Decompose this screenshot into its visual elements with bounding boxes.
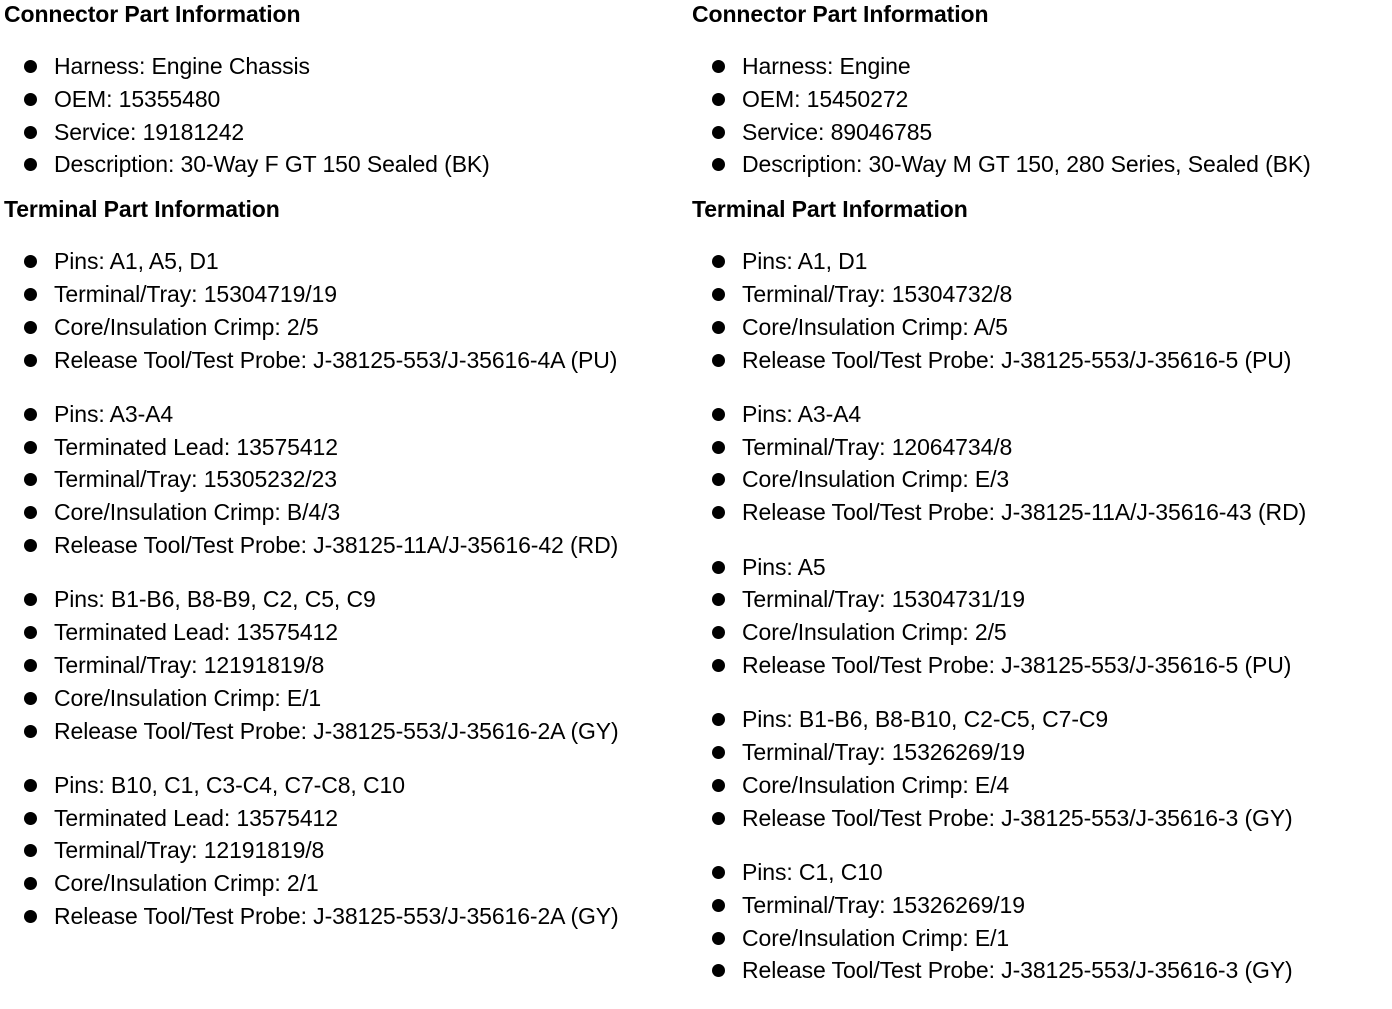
list-item bbox=[692, 463, 1382, 496]
list-item-text: Core/Insulation Crimp: A/5 bbox=[742, 313, 1008, 340]
list-item-text: Core/Insulation Crimp: B/4/3 bbox=[54, 499, 341, 526]
list-item-text: Release Tool/Test Probe: J-38125-11A/J-35616-43 (RD) bbox=[742, 499, 1307, 526]
list-item-text: Core/Insulation Crimp: E/3 bbox=[742, 466, 1010, 493]
bullet-icon bbox=[712, 441, 725, 454]
connector-info-list bbox=[692, 50, 1382, 181]
bullet-icon bbox=[24, 877, 37, 890]
bullet-icon bbox=[712, 779, 725, 792]
list-item-text: OEM: 15450272 bbox=[742, 85, 909, 112]
terminal-group bbox=[692, 551, 1382, 682]
list-item bbox=[4, 529, 694, 562]
list-item-text: Release Tool/Test Probe: J-38125-553/J-35616-5 (PU) bbox=[742, 346, 1292, 373]
list-item-text: Terminal/Tray: 15304732/8 bbox=[742, 280, 1013, 307]
list-item bbox=[4, 682, 694, 715]
bullet-icon bbox=[24, 158, 37, 171]
list-item-text: Terminal/Tray: 15326269/19 bbox=[742, 739, 1025, 766]
bullet-icon bbox=[24, 441, 37, 454]
bullet-icon bbox=[24, 126, 37, 139]
list-item-text: Terminal/Tray: 12191819/8 bbox=[54, 651, 325, 678]
list-item-text: Harness: Engine bbox=[742, 53, 911, 79]
terminal-groups bbox=[4, 245, 694, 933]
list-item bbox=[692, 311, 1382, 344]
list-item-text: Terminated Lead: 13575412 bbox=[54, 804, 338, 831]
list-item-text: Terminal/Tray: 15304731/19 bbox=[742, 586, 1025, 613]
list-item-text: Core/Insulation Crimp: 2/5 bbox=[742, 619, 1007, 646]
terminal-group bbox=[692, 856, 1382, 987]
list-item bbox=[692, 116, 1382, 149]
list-item bbox=[4, 769, 694, 802]
list-item bbox=[4, 245, 694, 278]
bullet-icon bbox=[24, 626, 37, 639]
list-item-text: Terminal/Tray: 15326269/19 bbox=[742, 891, 1025, 918]
list-item bbox=[4, 583, 694, 616]
list-item-text: Pins: C1, C10 bbox=[742, 858, 883, 885]
list-item bbox=[4, 148, 694, 181]
list-item-text: Pins: A3-A4 bbox=[742, 400, 862, 427]
terminal-groups bbox=[692, 245, 1382, 987]
list-item-text: Core/Insulation Crimp: E/1 bbox=[742, 924, 1010, 951]
bullet-icon bbox=[712, 812, 725, 825]
list-item bbox=[692, 769, 1382, 802]
bullet-icon bbox=[24, 255, 37, 268]
list-item bbox=[692, 703, 1382, 736]
connector-heading: Connector Part Information bbox=[4, 1, 301, 27]
bullet-icon bbox=[24, 593, 37, 606]
list-item-text: Core/Insulation Crimp: E/4 bbox=[742, 771, 1010, 798]
list-item bbox=[4, 867, 694, 900]
list-item bbox=[4, 715, 694, 748]
list-item bbox=[4, 398, 694, 431]
bullet-icon bbox=[24, 659, 37, 672]
list-item bbox=[692, 736, 1382, 769]
terminal-heading: Terminal Part Information bbox=[692, 196, 968, 223]
list-item bbox=[4, 431, 694, 464]
list-item-text: Terminal/Tray: 12064734/8 bbox=[742, 433, 1013, 460]
bullet-icon bbox=[712, 899, 725, 912]
list-item bbox=[692, 856, 1382, 889]
bullet-icon bbox=[24, 408, 37, 421]
list-item bbox=[4, 649, 694, 682]
bullet-icon bbox=[712, 473, 725, 486]
list-item bbox=[692, 954, 1382, 987]
bullet-icon bbox=[712, 408, 725, 421]
bullet-icon bbox=[712, 713, 725, 726]
list-item-text: Pins: A5 bbox=[742, 553, 826, 580]
list-item-text: Release Tool/Test Probe: J-38125-553/J-35616-5 (PU) bbox=[742, 651, 1292, 678]
list-item bbox=[692, 50, 1382, 83]
list-item bbox=[692, 889, 1382, 922]
bullet-icon bbox=[712, 255, 725, 268]
bullet-icon bbox=[712, 321, 725, 334]
list-item-text: Pins: B1-B6, B8-B9, C2, C5, C9 bbox=[54, 586, 376, 613]
list-item-text: Core/Insulation Crimp: 2/5 bbox=[54, 313, 319, 340]
list-item bbox=[4, 83, 694, 116]
list-item bbox=[692, 802, 1382, 835]
bullet-icon bbox=[24, 506, 37, 519]
bullet-icon bbox=[712, 354, 725, 367]
list-item-text: Terminal/Tray: 15305232/23 bbox=[54, 466, 337, 493]
list-item bbox=[4, 463, 694, 496]
bullet-icon bbox=[712, 288, 725, 301]
list-item-text: Terminated Lead: 13575412 bbox=[54, 619, 338, 646]
terminal-group bbox=[4, 583, 694, 747]
list-item bbox=[4, 344, 694, 377]
list-item-text: Release Tool/Test Probe: J-38125-553/J-35616-3 (GY) bbox=[742, 957, 1293, 984]
list-item-text: Release Tool/Test Probe: J-38125-553/J-35616-3 (GY) bbox=[742, 804, 1293, 831]
list-item bbox=[4, 616, 694, 649]
terminal-group bbox=[4, 398, 694, 562]
list-item-text: Terminated Lead: 13575412 bbox=[54, 433, 338, 460]
list-item bbox=[692, 148, 1382, 181]
bullet-icon bbox=[24, 779, 37, 792]
bullet-icon bbox=[24, 288, 37, 301]
bullet-icon bbox=[712, 158, 725, 171]
list-item bbox=[692, 922, 1382, 955]
terminal-heading: Terminal Part Information bbox=[4, 196, 280, 223]
bullet-icon bbox=[24, 844, 37, 857]
bullet-icon bbox=[24, 473, 37, 486]
bullet-icon bbox=[24, 93, 37, 106]
bullet-icon bbox=[712, 659, 725, 672]
bullet-icon bbox=[24, 354, 37, 367]
list-item bbox=[692, 245, 1382, 278]
list-item-text: Pins: B10, C1, C3-C4, C7-C8, C10 bbox=[54, 771, 405, 798]
list-item-text: Description: 30-Way F GT 150 Sealed (BK) bbox=[54, 151, 490, 178]
left-column bbox=[4, 0, 694, 954]
list-item-text: Pins: A1, A5, D1 bbox=[54, 248, 219, 275]
bullet-icon bbox=[712, 93, 725, 106]
bullet-icon bbox=[712, 964, 725, 977]
list-item-text: Harness: Engine Chassis bbox=[54, 53, 310, 79]
list-item-text: Release Tool/Test Probe: J-38125-11A/J-35616-42 (RD) bbox=[54, 532, 619, 559]
bullet-icon bbox=[712, 506, 725, 519]
list-item bbox=[692, 649, 1382, 682]
bullet-icon bbox=[24, 692, 37, 705]
list-item bbox=[4, 311, 694, 344]
bullet-icon bbox=[712, 126, 725, 139]
list-item bbox=[692, 398, 1382, 431]
list-item-text: Pins: B1-B6, B8-B10, C2-C5, C7-C9 bbox=[742, 706, 1109, 733]
list-item bbox=[692, 616, 1382, 649]
list-item-text: Pins: A3-A4 bbox=[54, 400, 174, 427]
list-item bbox=[692, 431, 1382, 464]
list-item bbox=[692, 551, 1382, 584]
list-item bbox=[692, 496, 1382, 529]
list-item bbox=[692, 583, 1382, 616]
list-item bbox=[4, 900, 694, 933]
connector-info-list bbox=[4, 50, 694, 181]
bullet-icon bbox=[712, 593, 725, 606]
terminal-group bbox=[692, 398, 1382, 529]
list-item-text: Release Tool/Test Probe: J-38125-553/J-35616-2A (GY) bbox=[54, 903, 619, 930]
list-item bbox=[4, 116, 694, 149]
bullet-icon bbox=[24, 725, 37, 738]
list-item-text: Terminal/Tray: 12191819/8 bbox=[54, 837, 325, 864]
list-item-text: Core/Insulation Crimp: E/1 bbox=[54, 684, 322, 711]
list-item bbox=[692, 344, 1382, 377]
list-item bbox=[4, 834, 694, 867]
bullet-icon bbox=[24, 539, 37, 552]
bullet-icon bbox=[712, 60, 725, 73]
list-item bbox=[692, 278, 1382, 311]
bullet-icon bbox=[24, 910, 37, 923]
right-column bbox=[692, 0, 1382, 1009]
list-item bbox=[4, 278, 694, 311]
list-item-text: Pins: A1, D1 bbox=[742, 248, 868, 275]
terminal-group bbox=[692, 703, 1382, 834]
bullet-icon bbox=[24, 321, 37, 334]
list-item bbox=[692, 83, 1382, 116]
list-item bbox=[4, 802, 694, 835]
list-item-text: Core/Insulation Crimp: 2/1 bbox=[54, 870, 319, 897]
list-item-text: Service: 19181242 bbox=[54, 118, 245, 145]
list-item-text: Service: 89046785 bbox=[742, 118, 933, 145]
bullet-icon bbox=[712, 626, 725, 639]
list-item bbox=[4, 496, 694, 529]
list-item-text: Release Tool/Test Probe: J-38125-553/J-35616-4A (PU) bbox=[54, 346, 618, 373]
terminal-group bbox=[4, 245, 694, 376]
connector-heading: Connector Part Information bbox=[692, 1, 989, 27]
bullet-icon bbox=[712, 932, 725, 945]
list-item-text: OEM: 15355480 bbox=[54, 85, 221, 112]
terminal-group bbox=[692, 245, 1382, 376]
bullet-icon bbox=[24, 60, 37, 73]
bullet-icon bbox=[712, 746, 725, 759]
list-item-text: Release Tool/Test Probe: J-38125-553/J-35616-2A (GY) bbox=[54, 717, 619, 744]
list-item-text: Description: 30-Way M GT 150, 280 Series, Sealed (BK) bbox=[742, 151, 1311, 178]
terminal-group bbox=[4, 769, 694, 933]
bullet-icon bbox=[712, 561, 725, 574]
bullet-icon bbox=[712, 866, 725, 879]
list-item-text: Terminal/Tray: 15304719/19 bbox=[54, 280, 337, 307]
list-item bbox=[4, 50, 694, 83]
bullet-icon bbox=[24, 812, 37, 825]
